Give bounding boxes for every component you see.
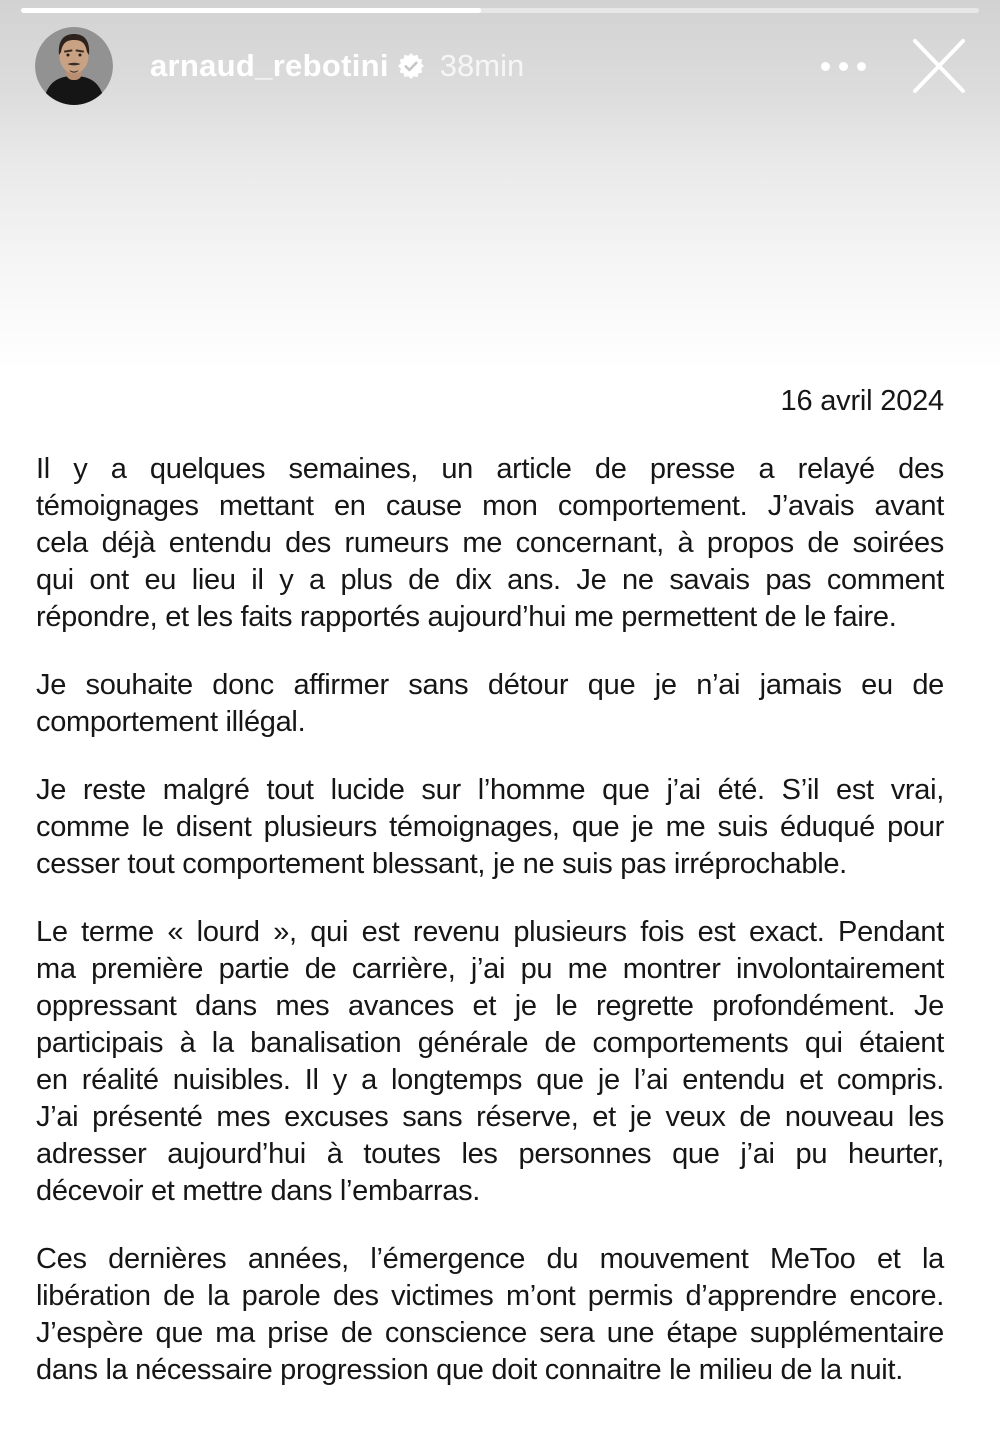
paragraph-line: J’espère que ma prise de conscience sera une étape supplémentaire [36,1317,944,1349]
paragraph-line: J’ai présenté mes excuses sans réserve, et je veux de nouveau les [36,1101,944,1133]
paragraph-line: comportement illégal. [36,706,306,738]
paragraph-line: Il y a quelques semaines, un article de presse a relayé des [36,453,944,485]
paragraph [36,451,944,636]
story-progress-bar [21,8,979,13]
story-content[interactable] [36,383,944,1389]
story-progress-fill [21,8,481,13]
paragraph-line: décevoir et mettre dans l’embarras. [36,1175,481,1207]
paragraph-line: comme le disent plusieurs témoignages, que je me suis éduqué pour [36,811,944,843]
close-icon[interactable] [904,32,974,100]
paragraph-line: oppressant dans mes avances et je le regrette profondément. Je [36,990,944,1022]
username[interactable]: arnaud_rebotini [150,48,389,83]
paragraph-line: Le terme « lourd », qui est revenu plusieurs fois est exact. Pendant [36,916,944,948]
paragraph-line: participais à la banalisation générale de comportements qui étaient [36,1027,944,1059]
paragraph-line: répondre, et les faits rapportés aujourd’hui me permettent de le faire. [36,601,897,633]
story-timestamp: 38min [439,48,525,83]
story-header [35,27,980,105]
paragraph-line: cela déjà entendu des rumeurs me concernant, à propos de soirées [36,527,944,559]
paragraph-line: Ces dernières années, l’émergence du mouvement MeToo et la [36,1243,944,1275]
paragraph-line: adresser aujourd’hui à toutes les personnes que j’ai pu heurter, [36,1138,944,1170]
paragraph [36,772,944,883]
profile-photo [35,27,113,105]
paragraph-line: ma première partie de carrière, j’ai pu me montrer involontairement [36,953,944,985]
paragraph [36,914,944,1210]
paragraph [36,1241,944,1389]
document-paragraphs [36,451,944,1389]
more-options-icon[interactable] [811,52,876,81]
paragraph-line: libération de la parole des victimes m’ont permis d’apprendre encore. [36,1280,944,1312]
paragraph-line: témoignages mettant en cause mon comportement. J’avais avant [36,490,944,522]
paragraph-line: Je reste malgré tout lucide sur l’homme que j’ai été. S’il est vrai, [36,774,944,806]
verified-badge-icon [398,53,424,79]
paragraph-line: qui ont eu lieu il y a plus de dix ans. Je ne savais pas comment [36,564,944,596]
paragraph-line: Je souhaite donc affirmer sans détour que je n’ai jamais eu de [36,669,944,701]
avatar[interactable] [35,27,113,105]
paragraph [36,667,944,741]
document-date: 16 avril 2024 [780,385,944,417]
paragraph-line: en réalité nuisibles. Il y a longtemps que je l’ai entendu et compris. [36,1064,944,1096]
paragraph-line: dans la nécessaire progression que doit connaitre le milieu de la nuit. [36,1354,903,1386]
paragraph-line: cesser tout comportement blessant, je ne suis pas irréprochable. [36,848,847,880]
